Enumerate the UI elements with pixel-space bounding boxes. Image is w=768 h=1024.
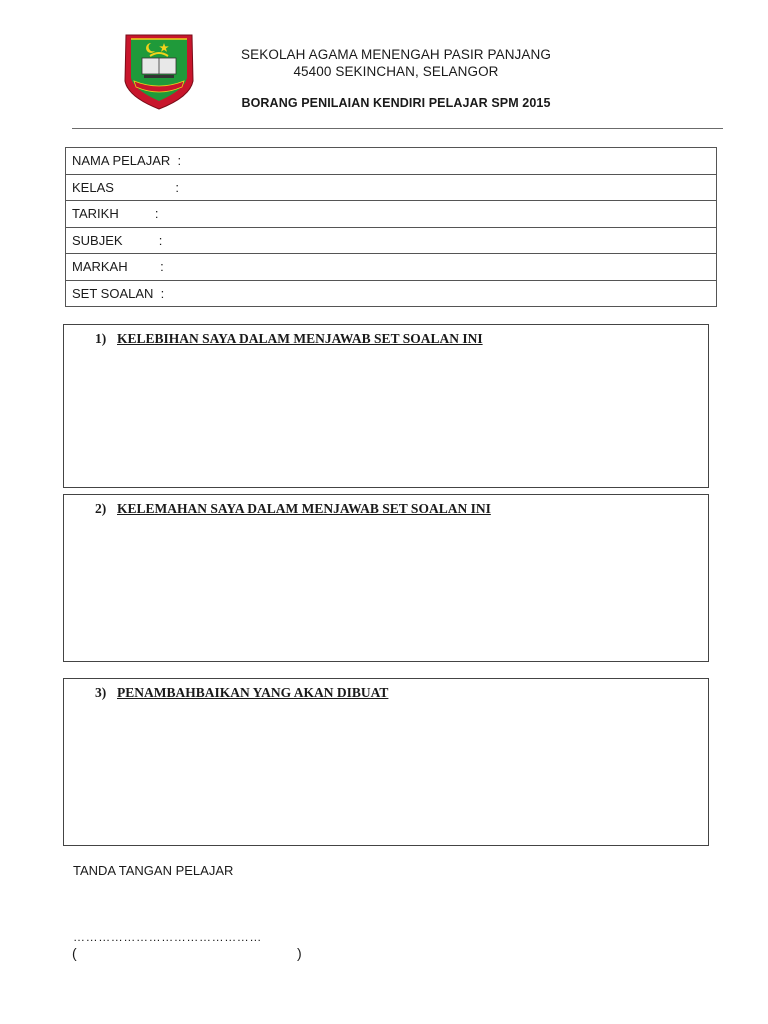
- section-title: KELEBIHAN SAYA DALAM MENJAWAB SET SOALAN INI: [117, 331, 483, 346]
- info-field-kelas[interactable]: KELAS :: [66, 174, 717, 201]
- signature-line[interactable]: ………………………………………: [73, 930, 262, 944]
- info-row-set-soalan: [66, 280, 717, 307]
- section-number: 2): [95, 501, 107, 516]
- section-number: 1): [95, 331, 107, 346]
- school-name-block: [190, 46, 602, 80]
- student-info-table: [65, 147, 717, 307]
- section-title: KELEMAHAN SAYA DALAM MENJAWAB SET SOALAN INI: [117, 501, 491, 516]
- school-address: 45400 SEKINCHAN, SELANGOR: [293, 64, 499, 79]
- signature-label: TANDA TANGAN PELAJAR: [73, 863, 234, 878]
- info-row-subjek: [66, 227, 717, 254]
- info-field-subjek[interactable]: SUBJEK :: [66, 227, 717, 254]
- info-row-kelas: [66, 174, 717, 201]
- form-title: BORANG PENILAIAN KENDIRI PELAJAR SPM 2015: [241, 96, 551, 110]
- info-field-markah[interactable]: MARKAH :: [66, 254, 717, 281]
- header-divider: [72, 128, 723, 129]
- school-crest-icon: [120, 31, 198, 111]
- info-row-tarikh: [66, 201, 717, 228]
- info-field-nama-pelajar[interactable]: NAMA PELAJAR :: [66, 148, 717, 175]
- info-row-markah: [66, 254, 717, 281]
- section-number: 3): [95, 685, 107, 700]
- section-kelemahan-heading: [95, 501, 491, 517]
- name-paren-close: ): [297, 945, 302, 961]
- info-field-tarikh[interactable]: TARIKH :: [66, 201, 717, 228]
- section-penambahbaikan-box[interactable]: [63, 678, 709, 846]
- section-kelemahan-box[interactable]: [63, 494, 709, 662]
- section-kelebihan-box[interactable]: [63, 324, 709, 488]
- info-field-set-soalan[interactable]: SET SOALAN :: [66, 280, 717, 307]
- section-penambahbaikan-heading: [95, 685, 388, 701]
- section-kelebihan-heading: [95, 331, 483, 347]
- info-row-nama: [66, 148, 717, 175]
- section-title: PENAMBAHBAIKAN YANG AKAN DIBUAT: [117, 685, 389, 700]
- name-paren-open: (: [72, 945, 77, 961]
- school-name: SEKOLAH AGAMA MENENGAH PASIR PANJANG: [241, 47, 551, 62]
